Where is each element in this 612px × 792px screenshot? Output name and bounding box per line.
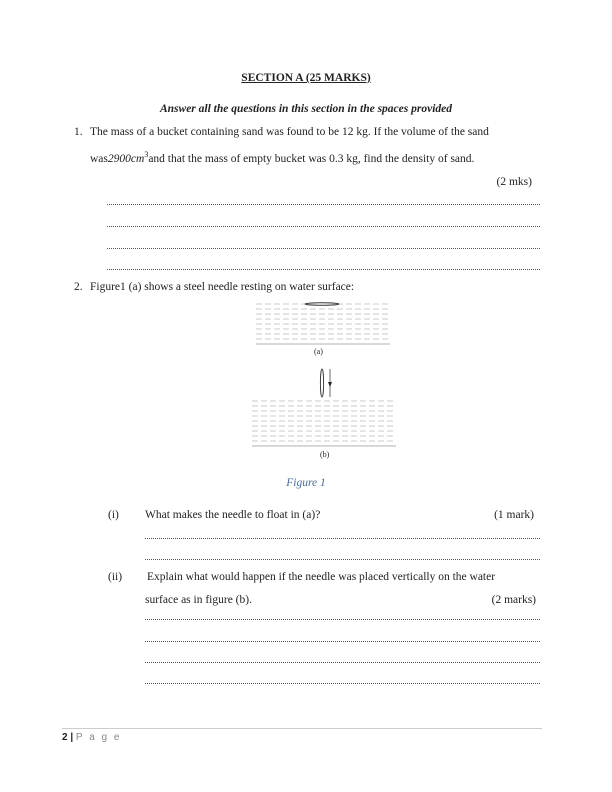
volume-unit: cm [130,152,145,165]
figure-b-label: (b) [320,450,330,459]
part-i-marks: (1 mark) [494,509,534,521]
page-word: P a g e [75,732,122,743]
exponent: 3 [144,150,149,159]
answer-line[interactable] [107,226,540,227]
needle-horizontal [305,303,339,306]
q1-number: 1. [74,126,83,138]
answer-line[interactable] [145,641,540,642]
answer-line[interactable] [145,538,540,539]
q2-text: Figure1 (a) shows a steel needle resting on water surface: [90,281,355,293]
answer-line[interactable] [145,683,540,684]
figure-caption: Figure 1 [286,477,326,489]
separator: | [67,732,76,743]
q1-marks: (2 mks) [496,176,532,188]
needle-vertical [320,369,332,397]
answer-line[interactable] [145,662,540,663]
page-footer [62,732,121,743]
part-ii-line1: Explain what would happen if the needle was placed vertically on the water [147,571,496,583]
section-title: SECTION A (25 MARKS) [241,72,371,84]
part-i-label: (i) [108,509,119,521]
text: and that the mass of empty bucket was 0.3 kg, find the density of sand. [148,152,475,165]
page-number: 2 [62,732,68,743]
figure-1-diagram [250,298,400,458]
answer-line[interactable] [107,248,540,249]
volume-value: 2900 [107,152,131,165]
figure-a-label: (a) [314,347,323,356]
q1-line2 [90,150,474,165]
answer-line[interactable] [145,559,540,560]
part-ii-label: (ii) [108,571,123,583]
answer-line[interactable] [107,204,540,205]
footer-divider [62,728,542,729]
answer-line[interactable] [145,619,540,620]
part-i-text: What makes the needle to float in (a)? [145,509,321,521]
q1-line1: The mass of a bucket containing sand was found to be 12 kg. If the volume of the sand [90,126,489,138]
water-surface-b [252,401,396,441]
answer-line[interactable] [107,269,540,270]
part-ii-marks: (2 marks) [491,594,536,606]
part-ii-line2: surface as in figure (b). [145,594,252,606]
instructions: Answer all the questions in this section in the spaces provided [159,103,452,115]
q2-number: 2. [74,281,83,293]
text: was [90,152,108,165]
water-surface-a [256,304,390,339]
